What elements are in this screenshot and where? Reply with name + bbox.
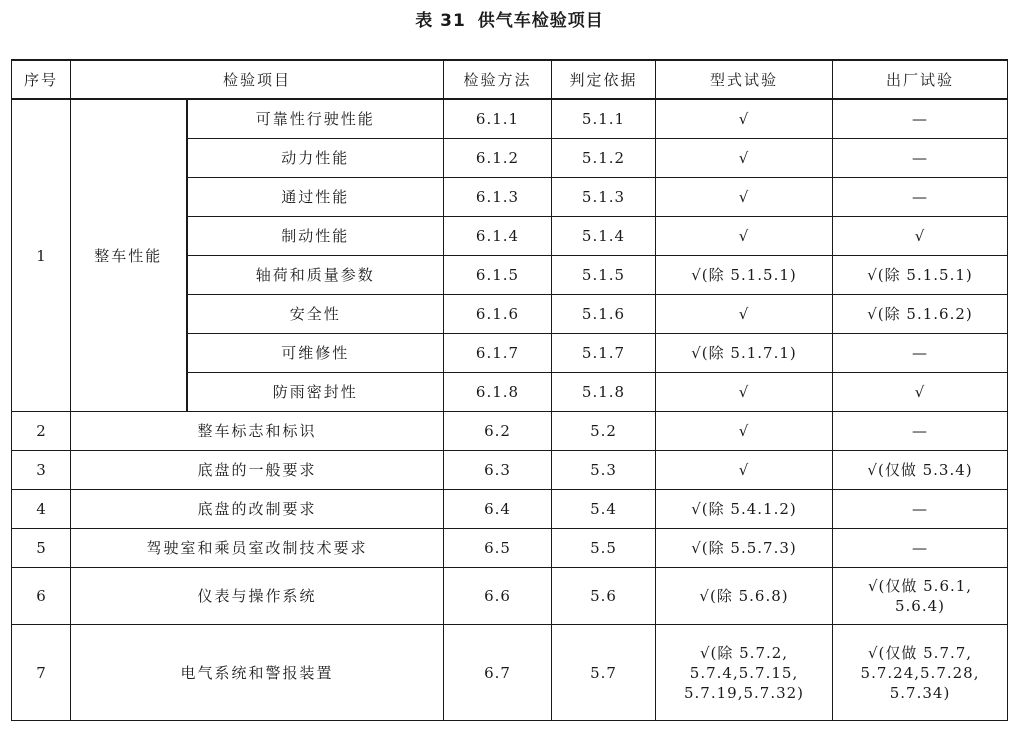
sub-item: 可靠性行驶性能 [187, 99, 444, 139]
sub-item: 通过性能 [187, 178, 444, 217]
header-type-test: 型式试验 [656, 60, 833, 99]
factory-test-cell: √ [833, 217, 1008, 256]
item-cell: 电气系统和警报装置 [71, 625, 444, 721]
header-item: 检验项目 [71, 60, 444, 99]
method-cell: 6.4 [444, 490, 552, 529]
type-test-cell: √ [656, 412, 833, 451]
type-test-cell: √ [656, 99, 833, 139]
factory-test-line: 5.6.4) [895, 597, 946, 615]
sub-item: 制动性能 [187, 217, 444, 256]
factory-test-cell: √ [833, 373, 1008, 412]
header-row [12, 60, 1008, 99]
method-cell: 6.1.3 [444, 178, 552, 217]
basis-cell: 5.6 [552, 568, 656, 625]
table-row [12, 451, 1008, 490]
factory-test-cell [833, 568, 1008, 625]
table-title [0, 6, 1019, 31]
item-cell: 整车标志和标识 [71, 412, 444, 451]
basis-cell: 5.3 [552, 451, 656, 490]
type-test-cell: √(除 5.1.7.1) [656, 334, 833, 373]
item-cell: 底盘的改制要求 [71, 490, 444, 529]
sub-item: 防雨密封性 [187, 373, 444, 412]
header-method: 检验方法 [444, 60, 552, 99]
table-row [12, 529, 1008, 568]
type-test-cell: √(除 5.6.8) [656, 568, 833, 625]
type-test-cell: √ [656, 178, 833, 217]
basis-cell: 5.4 [552, 490, 656, 529]
method-cell: 6.5 [444, 529, 552, 568]
method-cell: 6.1.5 [444, 256, 552, 295]
method-cell: 6.1.4 [444, 217, 552, 256]
basis-cell: 5.5 [552, 529, 656, 568]
type-test-cell: √(除 5.4.1.2) [656, 490, 833, 529]
basis-cell: 5.2 [552, 412, 656, 451]
method-cell: 6.1.1 [444, 99, 552, 139]
sub-item: 安全性 [187, 295, 444, 334]
basis-cell: 5.7 [552, 625, 656, 721]
type-test-cell: √ [656, 139, 833, 178]
factory-test-cell: — [833, 490, 1008, 529]
basis-cell: 5.1.5 [552, 256, 656, 295]
group-name: 整车性能 [71, 99, 187, 412]
factory-test-cell: — [833, 139, 1008, 178]
table-row [12, 99, 1008, 139]
basis-cell: 5.1.3 [552, 178, 656, 217]
factory-test-cell: √(仅做 5.3.4) [833, 451, 1008, 490]
factory-test-cell: √(除 5.1.5.1) [833, 256, 1008, 295]
factory-test-cell: — [833, 412, 1008, 451]
factory-test-cell: — [833, 334, 1008, 373]
sub-item: 轴荷和质量参数 [187, 256, 444, 295]
sub-item: 动力性能 [187, 139, 444, 178]
sub-item: 可维修性 [187, 334, 444, 373]
item-cell: 仪表与操作系统 [71, 568, 444, 625]
factory-test-line: √(仅做 5.7.7, [867, 643, 973, 662]
method-cell: 6.1.6 [444, 295, 552, 334]
basis-cell: 5.1.2 [552, 139, 656, 178]
row-seq: 7 [12, 625, 71, 721]
table-number: 表 31 [415, 11, 466, 31]
inspection-table [11, 59, 1008, 721]
factory-test-cell: — [833, 529, 1008, 568]
table-row [12, 568, 1008, 625]
header-factory-test: 出厂试验 [833, 60, 1008, 99]
type-test-cell: √ [656, 373, 833, 412]
method-cell: 6.3 [444, 451, 552, 490]
table-row [12, 625, 1008, 721]
type-test-cell: √ [656, 295, 833, 334]
type-test-cell [656, 625, 833, 721]
table-row [12, 490, 1008, 529]
table-row [12, 412, 1008, 451]
method-cell: 6.1.7 [444, 334, 552, 373]
type-test-line: √(除 5.7.2, [699, 643, 789, 662]
row-seq: 3 [12, 451, 71, 490]
type-test-line: 5.7.4,5.7.15, [689, 663, 799, 682]
factory-test-line: 5.7.24,5.7.28, [860, 663, 980, 682]
type-test-cell: √(除 5.1.5.1) [656, 256, 833, 295]
basis-cell: 5.1.7 [552, 334, 656, 373]
row-seq: 4 [12, 490, 71, 529]
factory-test-cell [833, 625, 1008, 721]
basis-cell: 5.1.4 [552, 217, 656, 256]
method-cell: 6.1.2 [444, 139, 552, 178]
basis-cell: 5.1.6 [552, 295, 656, 334]
factory-test-line: 5.7.34) [889, 683, 951, 702]
row-seq: 5 [12, 529, 71, 568]
method-cell: 6.1.8 [444, 373, 552, 412]
factory-test-line: √(仅做 5.6.1, [867, 577, 973, 595]
header-basis: 判定依据 [552, 60, 656, 99]
type-test-cell: √ [656, 217, 833, 256]
factory-test-cell: — [833, 178, 1008, 217]
table-name: 供气车检验项目 [477, 11, 604, 31]
method-cell: 6.7 [444, 625, 552, 721]
row-seq: 2 [12, 412, 71, 451]
header-seq: 序号 [12, 60, 71, 99]
basis-cell: 5.1.1 [552, 99, 656, 139]
type-test-cell: √ [656, 451, 833, 490]
type-test-line: 5.7.19,5.7.32) [683, 683, 805, 702]
row-seq: 6 [12, 568, 71, 625]
factory-test-cell: — [833, 99, 1008, 139]
basis-cell: 5.1.8 [552, 373, 656, 412]
method-cell: 6.2 [444, 412, 552, 451]
factory-test-cell: √(除 5.1.6.2) [833, 295, 1008, 334]
item-cell: 驾驶室和乘员室改制技术要求 [71, 529, 444, 568]
row-seq: 1 [12, 99, 71, 412]
method-cell: 6.6 [444, 568, 552, 625]
type-test-cell: √(除 5.5.7.3) [656, 529, 833, 568]
item-cell: 底盘的一般要求 [71, 451, 444, 490]
